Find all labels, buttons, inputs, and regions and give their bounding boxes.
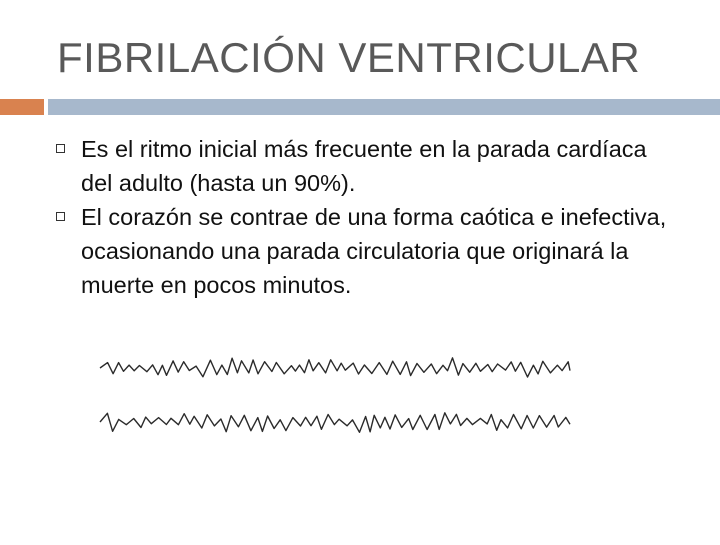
ecg-trace bbox=[100, 413, 570, 433]
slide-title: FIBRILACIÓN VENTRICULAR bbox=[57, 34, 641, 81]
ecg-trace bbox=[100, 358, 570, 377]
bullet-list bbox=[54, 132, 674, 302]
title-rule-bar bbox=[48, 99, 720, 115]
title-accent-bar bbox=[0, 99, 44, 115]
bullet-item bbox=[54, 132, 674, 200]
hollow-square-bullet-icon bbox=[56, 212, 65, 221]
hollow-square-bullet-icon bbox=[56, 144, 65, 153]
bullet-item bbox=[54, 200, 674, 302]
bullet-text: El corazón se contrae de una forma caótica e inefectiva, ocasionando una parada circulatoria que originará la muerte en pocos minutos. bbox=[81, 204, 667, 298]
bullet-text: Es el ritmo inicial más frecuente en la parada cardíaca del adulto (hasta un 90%). bbox=[81, 136, 647, 196]
